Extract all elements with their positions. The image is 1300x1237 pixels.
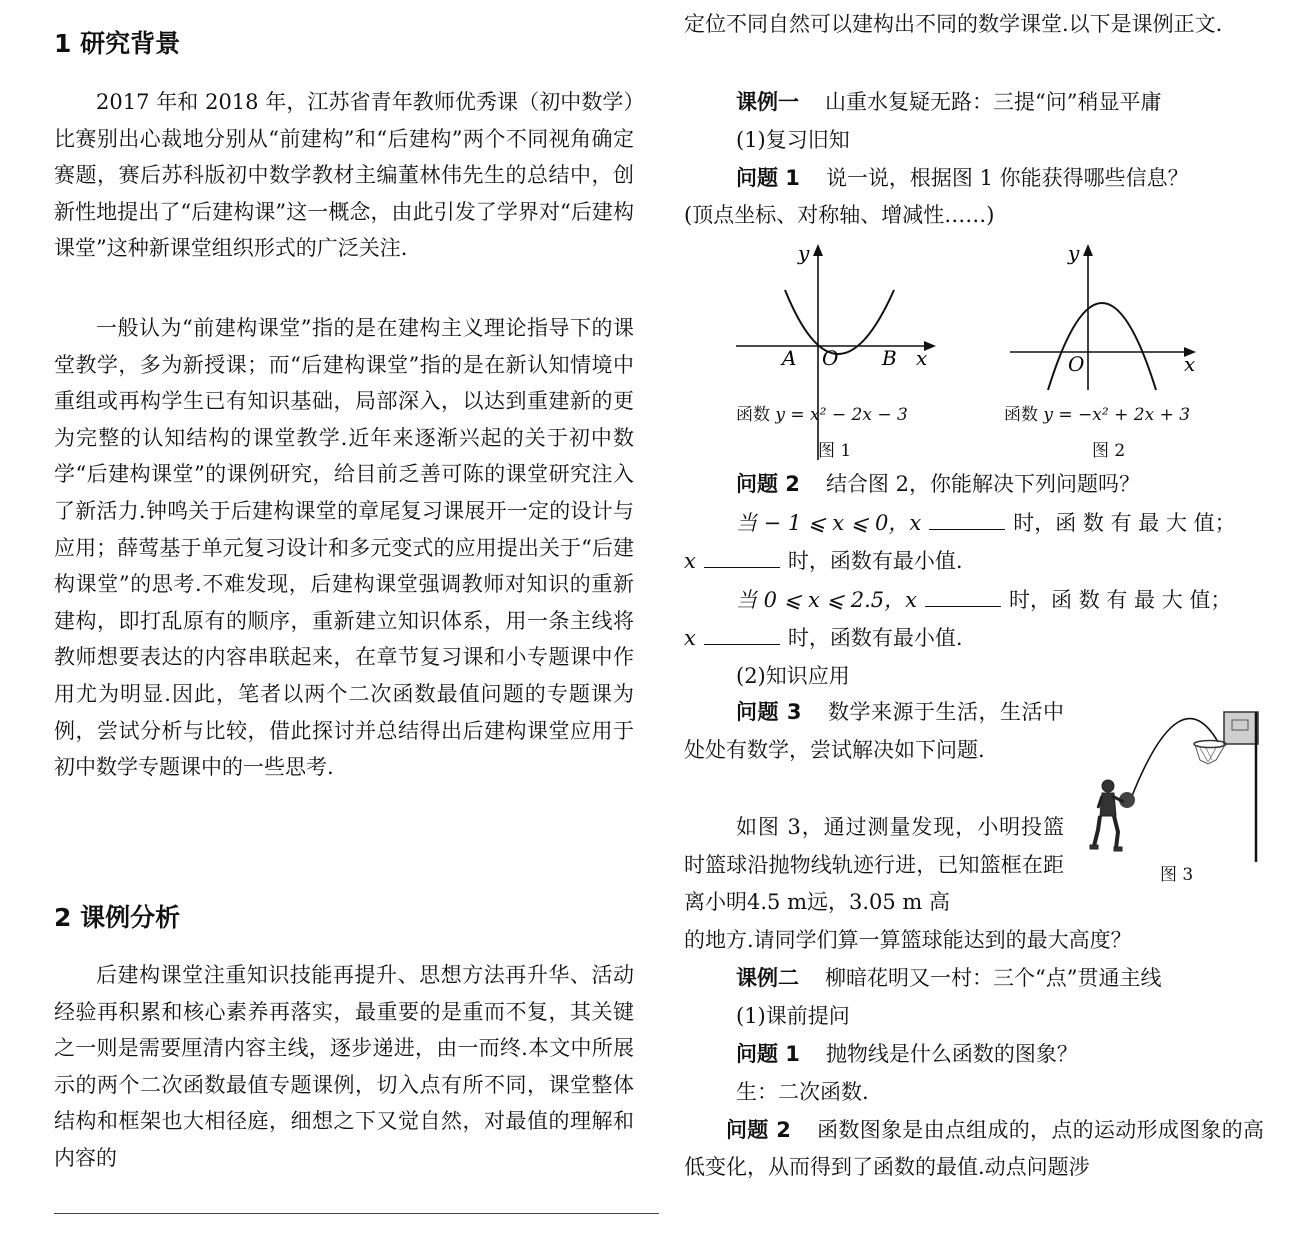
question-3-label: 问题 3 [736, 700, 802, 724]
answer-blank [929, 509, 1005, 530]
question-1-text: 说一说，根据图 1 你能获得哪些信息？ [825, 166, 1189, 190]
question-2-item-a1: 当 − 1 ⩽ x ⩽ 0，x 时，函 数 有 最 大 值； [736, 511, 1236, 535]
case2-question-1-label: 问题 1 [736, 1042, 800, 1066]
case2-question-1 [684, 1036, 1078, 1072]
figure-1-parabola [732, 240, 992, 470]
case2-question-2 [684, 1112, 1264, 1185]
case2-label: 课例二 [736, 966, 799, 990]
case1-question-1 [684, 160, 1189, 196]
paragraph-continuation: 定位不同自然可以建构出不同的数学课堂.以下是课例正文. [684, 12, 1223, 36]
case1-heading [684, 84, 1161, 120]
case1-question-1-hint: (顶点坐标、对称轴、增减性……) [684, 203, 995, 227]
section-heading-case-analysis: 2 课例分析 [54, 903, 181, 932]
case1-title: 山重水复疑无路：三提“问”稍显平庸 [825, 90, 1162, 114]
figure-2-function: 函数 y = −x² + 2x + 3 [1004, 405, 1191, 425]
figure-1-x-label: x [916, 346, 928, 370]
figure-2-parabola [1006, 240, 1266, 400]
paragraph-case-analysis: 后建构课堂注重知识技能再提升、思想方法再升华、活动经验再积累和核心素养再落实，最重要的是重而不复，其关键之一则是需要厘清内容主线，逐步递进，由一而终.本文中所展示的两个二次函数最值专题课例，切入点有所不同，课堂整体结构和框架也大相径庭，细想之下又觉自然，对最值的理解和内容的 [54, 963, 634, 1170]
player-figure [1090, 780, 1124, 851]
case2-heading [684, 960, 1161, 996]
footer-rule [54, 1213, 659, 1214]
question-2-item-a2: x 时，函数有最小值. [684, 549, 963, 573]
case1-question-3 [684, 694, 1064, 769]
paragraph-background-2: 一般认为“前建构课堂”指的是在建构主义理论指导下的课堂教学，多为新授课；而“后建构课堂”指的是在新认知情境中重组或再构学生已有知识基础，局部深入，以达到重建新的更为完整的认知结构的课堂教学.近年来逐渐兴起的关于初中数学“后建构课堂”的课例研究，给目前乏善可陈的课堂研究注入了新活力.钟鸣关于后建构课堂的章尾复习课展开一定的设计与应用；薛莺基于单元复习设计和多元变式的应用提出关于“后建构课堂”的思考.不难发现，后建构课堂强调教师对知识的重新建构，即打乱原有的顺序，重新建立知识体系，用一条主线将教师想要表达的内容串联起来，在章节复习课和小专题课中作用尤为明显.因此，笔者以两个二次函数最值问题的专题课为例，尝试分析与比较，借此探讨并总结得出后建构课堂应用于初中数学专题课中的一些思考. [54, 316, 634, 780]
case1-sub-review: (1)复习旧知 [736, 128, 850, 152]
question-3-scenario: 如图 3，通过测量发现，小明投篮时篮球沿抛物线轨迹行进，已知篮框在距离小明4.5 m远，3.05 m 高 [684, 815, 1064, 914]
figure-3-basketball [1088, 704, 1264, 864]
question-2-item-b1: 当 0 ⩽ x ⩽ 2.5，x 时，函 数 有 最 大 值； [736, 588, 1232, 612]
question-2-item-b2: x 时，函数有最小值. [684, 626, 963, 650]
figure-2-curve [1048, 303, 1156, 390]
figure-1-point-b: B [882, 346, 897, 370]
case2-question-1-text: 抛物线是什么函数的图象？ [825, 1042, 1078, 1066]
figure-1-y-label: y [798, 241, 810, 265]
question-1-label: 问题 1 [736, 166, 800, 190]
answer-blank [704, 547, 780, 568]
hoop-rim [1194, 741, 1226, 748]
figure-2-x-label: x [1184, 352, 1196, 376]
figure-1-caption: 图 1 [818, 441, 852, 461]
answer-blank [925, 586, 1001, 607]
figure-1-function: 函数 y = x² − 2x − 3 [736, 405, 908, 425]
case1-question-2 [684, 466, 1140, 502]
section-heading-background: 1 研究背景 [54, 29, 181, 58]
paragraph-background-1: 2017 年和 2018 年，江苏省青年教师优秀课（初中数学）比赛别出心裁地分别从“前建构”和“后建构”两个不同视角确定赛题，赛后苏科版初中数学教材主编董林伟先生的总结中，创新性地提出了“后建构课”这一概念，由此引发了学界对“后建构课堂”这种新课堂组织形式的广泛关注. [54, 90, 634, 261]
case2-answer-1: 生：二次函数. [736, 1080, 869, 1104]
figure-1-point-a: A [782, 346, 797, 370]
figure-2-y-label: y [1068, 241, 1080, 265]
question-2-text: 结合图 2，你能解决下列问题吗？ [825, 472, 1140, 496]
question-3-text: 数学来源于生活，生活中处处有数学，尝试解决如下问题. [684, 700, 1064, 762]
case2-question-2-text: 函数图象是由点组成的，点的运动形成图象的高低变化，从而得到了函数的最值.动点问题涉 [684, 1118, 1264, 1179]
figure-1-curve [785, 290, 894, 354]
backboard [1224, 712, 1258, 744]
figure-1-origin: O [822, 346, 839, 370]
case2-question-2-label: 问题 2 [726, 1118, 791, 1142]
case2-sub-preclass: (1)课前提问 [736, 1004, 850, 1028]
figure-2-caption: 图 2 [1092, 441, 1126, 461]
case2-title: 柳暗花明又一村：三个“点”贯通主线 [825, 966, 1162, 990]
case1-sub-application: (2)知识应用 [736, 664, 850, 688]
case1-label: 课例一 [736, 90, 799, 114]
question-2-label: 问题 2 [736, 472, 800, 496]
answer-blank [704, 624, 780, 645]
question-3-tail: 的地方.请同学们算一算篮球能达到的最大高度？ [684, 928, 1132, 952]
figure-3-caption: 图 3 [1160, 865, 1194, 885]
figure-2-origin: O [1068, 352, 1085, 376]
